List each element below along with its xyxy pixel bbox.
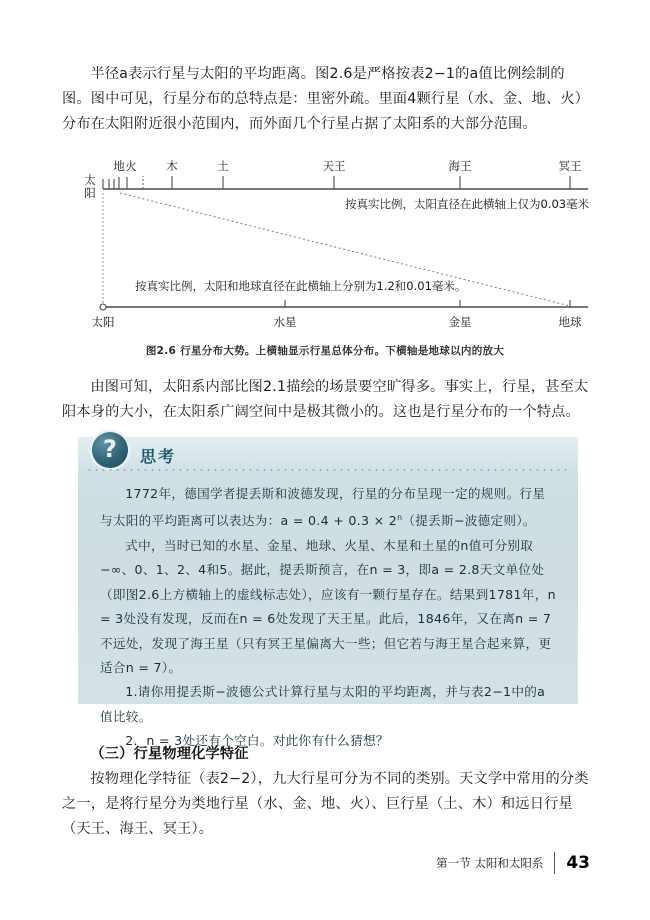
- label-pluto-top: 冥王: [558, 159, 582, 173]
- think-paragraph-1: [100, 482, 556, 534]
- think-box-dotted-divider: [86, 469, 570, 471]
- paragraph-physchem-text: 按物理化学特征（表2−2），九大行星可分为不同的类别。天文学中常用的分类之一，是将行星分为类地行星（水、金、地、火）、巨行星（土、木）和远日行星（天王、海王、冥王）。: [62, 771, 589, 837]
- question-mark-icon: ?: [92, 432, 128, 468]
- think-box-body: [78, 474, 578, 754]
- paragraph-physchem: [62, 767, 590, 842]
- think-box-title: 思考: [140, 447, 177, 466]
- label-mars-top: 火: [125, 159, 137, 173]
- label-uranus-top: 天王: [322, 159, 346, 173]
- paragraph-intro-text: 半径a表示行星与太阳的平均距离。图2.6是严格按表2−1的a值比例绘制的图。图中可见，行星分布的总特点是：里密外疏。里面4颗行星（水、金、地、火）分布在太阳附近很小范围内，而外面几个行星占据了太阳系的大部分范围。: [62, 66, 590, 132]
- think-question-2: 2．n = 3处还有个空白。对此你有什么猜想？: [125, 733, 389, 749]
- footer-inner: [436, 852, 590, 874]
- label-sun-vertical-line2: 阳: [84, 186, 96, 200]
- label-neptune-top: 海王: [448, 159, 472, 173]
- think-question-1: 1.请你用提丢斯−波德公式计算行星与太阳的平均距离，并与表2−1中的a值比较。: [100, 684, 546, 724]
- footer-divider: [554, 852, 555, 874]
- label-mercury-bottom: 水星: [273, 315, 297, 329]
- marker-sun-bottom: [100, 304, 106, 310]
- label-earth-top: 地: [113, 159, 125, 173]
- label-saturn-top: 土: [217, 159, 229, 173]
- figure-caption: 图2.6 行星分布大势。上横轴显示行星总体分布。下横轴是地球以内的放大: [145, 345, 505, 357]
- figure-2-6: [0, 152, 650, 364]
- formula-exponent: n: [397, 513, 403, 523]
- think-paragraph-1-text: 1772年，德国学者提丢斯和波德发现，行星的分布呈现一定的规则。行星与太阳的平均距离可以表达为：a = 0.4 + 0.3 × 2: [100, 486, 546, 529]
- label-earth-bottom: 地球: [558, 315, 582, 329]
- paragraph-after-figure-text: 由图可知，太阳系内部比图2.1描绘的场景要空旷得多。事实上，行星，甚至太阳本身的大小，在太阳系广阔空间中是极其微小的。这也是行星分布的一个特点。: [62, 379, 589, 420]
- planet-distribution-diagram: [0, 152, 650, 364]
- label-sun-vertical-line1: 太: [84, 173, 96, 187]
- figure-note-top: 按真实比例，太阳直径在此横轴上仅为0.03毫米: [345, 197, 590, 211]
- section-heading: [62, 742, 590, 767]
- think-box-header: [78, 437, 578, 474]
- label-venus-bottom: 金星: [448, 315, 472, 329]
- paragraph-intro: [62, 62, 590, 137]
- figure-note-bottom: 按真实比例，太阳和地球直径在此横轴上分别为1.2和0.01毫米。: [135, 279, 467, 293]
- page-number: 43: [566, 853, 590, 873]
- label-sun-bottom: 太阳: [91, 315, 115, 329]
- page-footer: [0, 852, 650, 878]
- formula-tail: （提丢斯−波德定则）。: [402, 513, 536, 529]
- label-jupiter-top: 木: [166, 159, 178, 173]
- footer-section-label: 第一节 太阳和太阳系: [436, 856, 544, 870]
- think-box: [78, 435, 578, 749]
- section-heading-text: （三）行星物理化学特征: [90, 746, 249, 762]
- paragraph-after-figure: [62, 375, 590, 425]
- think-paragraph-2: 式中，当时已知的水星、金星、地球、火星、木星和土星的n值可分别取−∞、0、1、2、4和5。据此，提丢斯预言，在n = 3，即a = 2.8天文单位处（即图2.6上方横轴上的虚线标志处），应该有一颗行星存在。结果到1781年，n = 3处没有发现，反而在n = 6处发现了天王星。此后，1846年，又在离n = 7不远处，发现了海王星（只有冥王星偏离大一些；但它若与海王星合起来算，更适合n = 7）。: [100, 538, 556, 676]
